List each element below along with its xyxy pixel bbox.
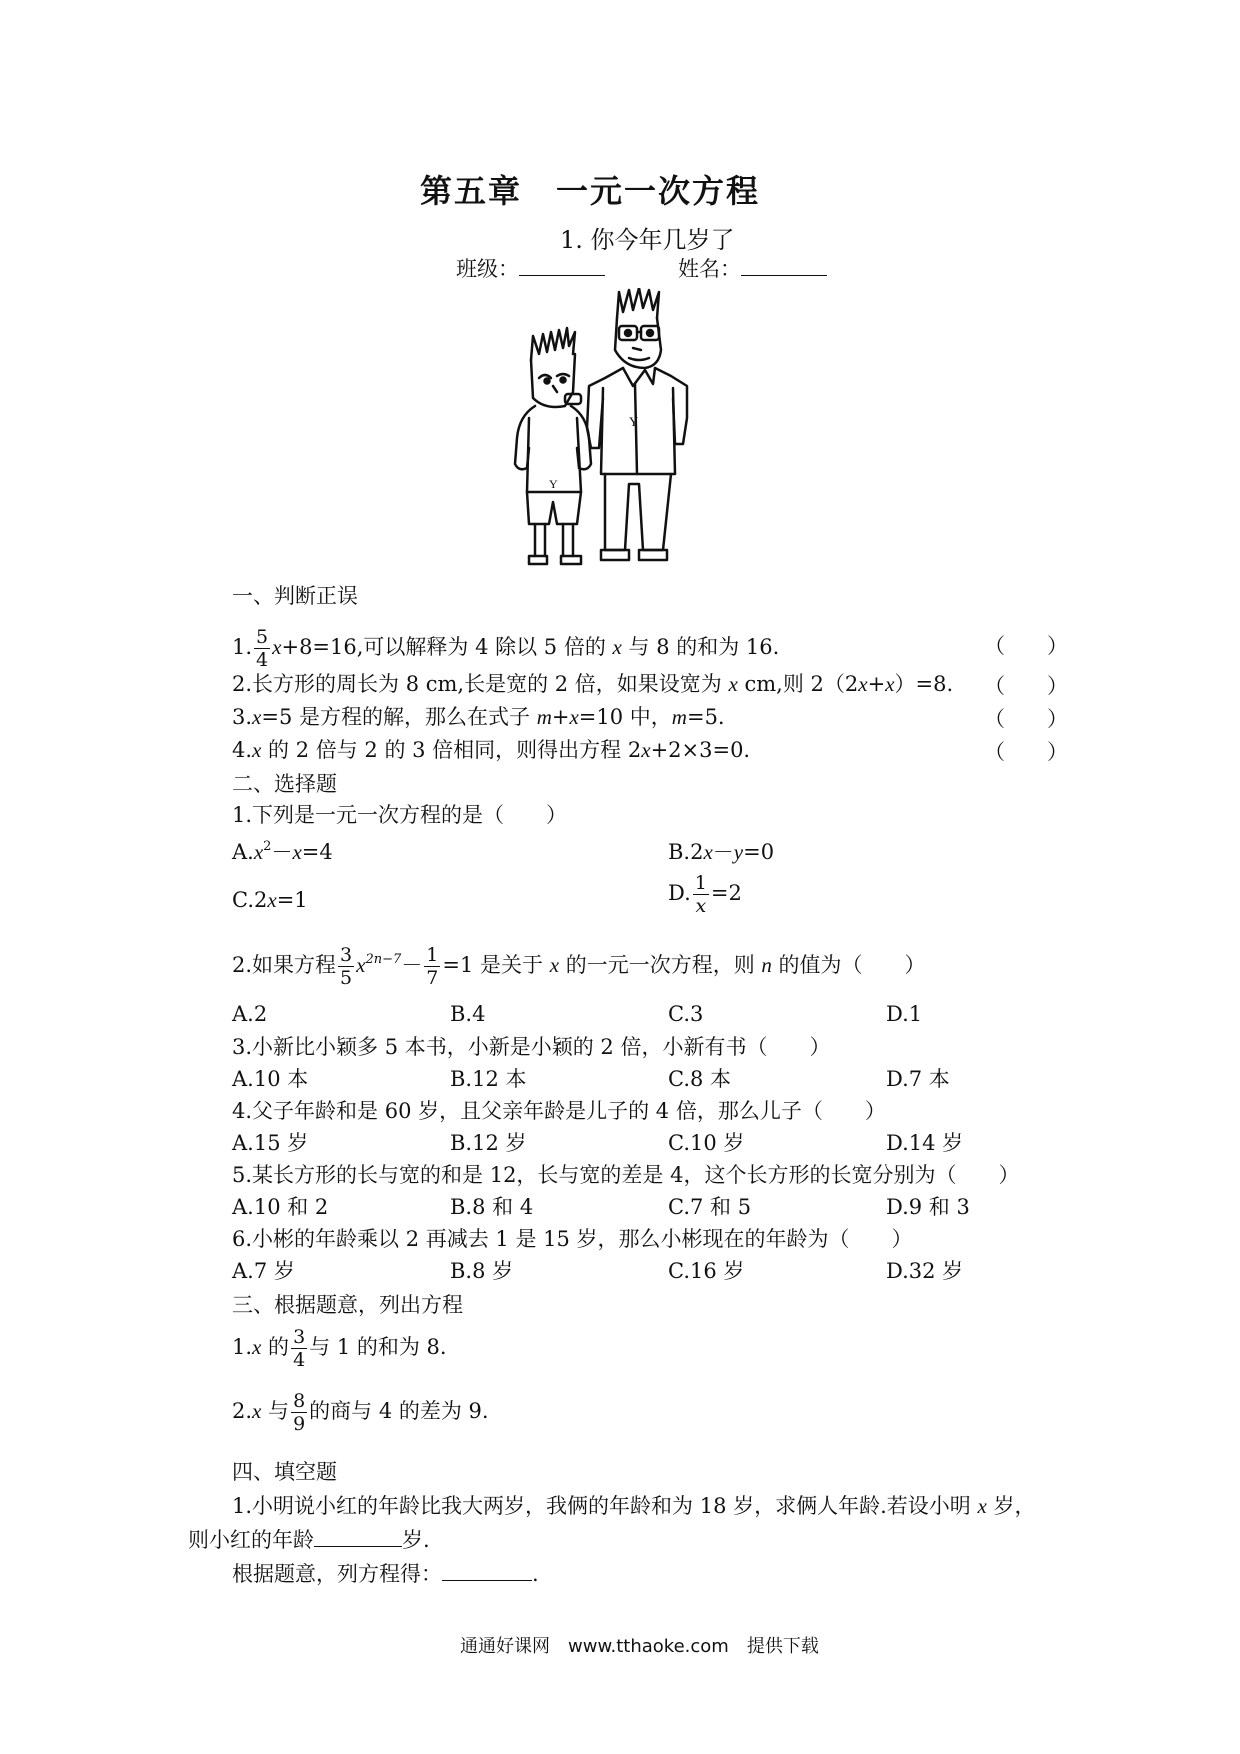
q2-mid: 与 bbox=[261, 1399, 290, 1423]
var-x: x bbox=[272, 635, 282, 659]
var-x: x bbox=[292, 840, 302, 864]
section1-q1 bbox=[232, 626, 779, 671]
fraction-5-4 bbox=[254, 626, 270, 671]
q2-tail: 的值为（ ） bbox=[771, 953, 926, 977]
option-tail: =4 bbox=[301, 840, 333, 864]
plus: + bbox=[867, 672, 886, 696]
q3-option-d: D.7 本 bbox=[886, 1067, 950, 1091]
section2-q5-stem: 5.某长方形的长与宽的和是 12，长与宽的差是 4，这个长方形的长宽分别为（ ） bbox=[232, 1163, 1020, 1187]
q2-text: 2.如果方程 bbox=[232, 953, 337, 977]
q1-option-c bbox=[232, 886, 308, 914]
q1-number: 1. bbox=[232, 1335, 253, 1359]
section2-q6-stem: 6.小彬的年龄乘以 2 再减去 1 是 15 岁，那么小彬现在的年龄为（ ） bbox=[232, 1227, 913, 1251]
footer-credit: 通通好课网 www.tthaoke.com 提供下载 bbox=[460, 1636, 819, 1657]
name-blank bbox=[741, 275, 827, 276]
q1-line3-tail: . bbox=[532, 1562, 539, 1586]
q6-option-b: B.8 岁 bbox=[450, 1259, 514, 1283]
q1-tail: 与 8 的和为 16. bbox=[621, 635, 780, 659]
cartoon-boy-and-man bbox=[505, 288, 775, 570]
q1-text: +8=16,可以解释为 4 除以 5 倍的 bbox=[281, 635, 613, 659]
minus: － bbox=[401, 953, 423, 977]
option-letter: D. bbox=[668, 881, 691, 905]
q5-option-c: C.7 和 5 bbox=[668, 1195, 752, 1219]
fraction-3-5 bbox=[338, 944, 354, 989]
section2-heading: 二、选择题 bbox=[232, 772, 337, 796]
q1-option-d bbox=[668, 872, 742, 917]
section1-q3 bbox=[232, 703, 725, 731]
q3-option-c: C.8 本 bbox=[668, 1067, 732, 1091]
section2-q1-stem: 1.下列是一元一次方程的是（ ） bbox=[232, 803, 568, 827]
frac-den: 7 bbox=[426, 967, 439, 989]
q1-number: 1. bbox=[232, 635, 253, 659]
class-field bbox=[456, 255, 605, 283]
man-shirt-letter: Y bbox=[629, 414, 639, 429]
var-x: x bbox=[569, 705, 579, 729]
answer-paren: （ ） bbox=[984, 740, 1068, 764]
q2-tail: ）=8. bbox=[894, 672, 954, 696]
section2-q3-stem: 3.小新比小颖多 5 本书，小新是小颖的 2 倍，小新有书（ ） bbox=[232, 1035, 831, 1059]
frac-den: x bbox=[695, 895, 707, 917]
frac-num: 3 bbox=[293, 1326, 306, 1348]
boy-shirt-letter: Y bbox=[549, 477, 558, 491]
section3-q1 bbox=[232, 1326, 447, 1371]
q1-mid: 的 bbox=[261, 1335, 290, 1359]
var-x: x bbox=[703, 840, 713, 864]
section1-heading: 一、判断正误 bbox=[232, 584, 358, 608]
q1-tail: 岁， bbox=[986, 1494, 1036, 1518]
q5-option-d: D.9 和 3 bbox=[886, 1195, 970, 1219]
q2-option-a: A.2 bbox=[232, 1002, 268, 1026]
class-label: 班级： bbox=[456, 257, 519, 281]
q2-option-d: D.1 bbox=[886, 1002, 923, 1026]
fraction-3-4 bbox=[291, 1326, 307, 1371]
section4-q1-line1 bbox=[232, 1492, 1035, 1520]
answer-blank bbox=[314, 1546, 402, 1547]
var-x: x bbox=[641, 738, 651, 762]
q2-mid2: 的一元一次方程，则 bbox=[559, 953, 762, 977]
q2-option-c: C.3 bbox=[668, 1002, 704, 1026]
frac-den: 4 bbox=[293, 1349, 306, 1371]
option-letter: B.2 bbox=[668, 840, 704, 864]
frac-num: 1 bbox=[426, 944, 439, 966]
q2-mid: cm,则 2（2 bbox=[737, 672, 859, 696]
q3-option-a: A.10 本 bbox=[232, 1067, 309, 1091]
q1-option-a bbox=[232, 838, 333, 866]
var-x: x bbox=[267, 888, 277, 912]
section4-heading: 四、填空题 bbox=[232, 1460, 337, 1484]
q3-mid: =10 中， bbox=[578, 705, 672, 729]
var-x: x bbox=[253, 840, 264, 864]
var-x: x bbox=[252, 705, 262, 729]
q6-option-d: D.32 岁 bbox=[886, 1259, 964, 1283]
q4-option-b: B.12 岁 bbox=[450, 1131, 527, 1155]
name-field bbox=[678, 255, 827, 283]
fraction-1-x bbox=[693, 872, 709, 917]
q3-text: =5 是方程的解，那么在式子 bbox=[261, 705, 537, 729]
fraction-8-9 bbox=[291, 1390, 307, 1435]
var-x: x bbox=[885, 672, 895, 696]
answer-paren: （ ） bbox=[984, 674, 1068, 698]
answer-paren: （ ） bbox=[984, 707, 1068, 731]
frac-den: 9 bbox=[293, 1413, 306, 1435]
class-blank bbox=[519, 275, 605, 276]
frac-den: 4 bbox=[256, 649, 269, 671]
q5-option-a: A.10 和 2 bbox=[232, 1195, 329, 1219]
section1-q2 bbox=[232, 670, 953, 698]
q6-option-a: A.7 岁 bbox=[232, 1259, 295, 1283]
q1-line2-tail: 岁. bbox=[402, 1528, 430, 1552]
q2-text: 2.长方形的周长为 8 cm,长是宽的 2 倍，如果设宽为 bbox=[232, 672, 729, 696]
equation-blank bbox=[442, 1580, 532, 1581]
q3-tail: =5. bbox=[686, 705, 725, 729]
minus: － bbox=[712, 840, 734, 864]
var-x: x bbox=[612, 635, 622, 659]
var-x: x bbox=[728, 672, 738, 696]
q4-text: 的 2 倍与 2 的 3 倍相同，则得出方程 2 bbox=[261, 738, 642, 762]
q3-number: 3. bbox=[232, 705, 253, 729]
var-n: n bbox=[761, 953, 772, 977]
q4-option-a: A.15 岁 bbox=[232, 1131, 309, 1155]
section3-heading: 三、根据题意，列出方程 bbox=[232, 1293, 463, 1317]
var-x: x bbox=[252, 738, 262, 762]
section4-q1-line2 bbox=[188, 1526, 430, 1554]
var-x: x bbox=[977, 1494, 987, 1518]
q5-option-b: B.8 和 4 bbox=[450, 1195, 534, 1219]
q2-number: 2. bbox=[232, 1399, 253, 1423]
option-letter: C.2 bbox=[232, 888, 268, 912]
var-x: x bbox=[356, 953, 366, 977]
var-m: m bbox=[536, 705, 552, 729]
q2-mid: =1 是关于 bbox=[442, 953, 550, 977]
exponent: 2 bbox=[263, 839, 272, 854]
q4-number: 4. bbox=[232, 738, 253, 762]
var-x: x bbox=[549, 953, 560, 977]
q1-line3-text: 根据题意，列方程得： bbox=[232, 1562, 442, 1586]
q1-tail: 与 1 的和为 8. bbox=[309, 1335, 447, 1359]
name-label: 姓名： bbox=[678, 257, 741, 281]
fraction-1-7 bbox=[424, 944, 440, 989]
q1-line2-text: 则小红的年龄 bbox=[188, 1528, 314, 1552]
lesson-title: 1. 你今年几岁了 bbox=[560, 226, 735, 254]
exponent: 2n−7 bbox=[365, 952, 402, 967]
var-x: x bbox=[252, 1399, 262, 1423]
minus: － bbox=[271, 840, 293, 864]
section1-q4 bbox=[232, 736, 750, 764]
frac-num: 8 bbox=[293, 1390, 306, 1412]
option-tail: =2 bbox=[710, 881, 742, 905]
section3-q2 bbox=[232, 1390, 489, 1435]
var-x: x bbox=[858, 672, 868, 696]
q4-option-d: D.14 岁 bbox=[886, 1131, 964, 1155]
option-tail: =0 bbox=[743, 840, 775, 864]
frac-den: 5 bbox=[340, 967, 353, 989]
var-m: m bbox=[671, 705, 687, 729]
q2-option-b: B.4 bbox=[450, 1002, 486, 1026]
chapter-title: 第五章 一元一次方程 bbox=[420, 172, 761, 210]
var-x: x bbox=[252, 1335, 262, 1359]
plus: + bbox=[551, 705, 570, 729]
section2-q2-stem bbox=[232, 944, 926, 989]
q1-option-b bbox=[668, 838, 774, 866]
q3-option-b: B.12 本 bbox=[450, 1067, 527, 1091]
option-letter: A. bbox=[232, 840, 254, 864]
option-tail: =1 bbox=[276, 888, 308, 912]
section4-q1-line3 bbox=[232, 1560, 539, 1588]
q4-option-c: C.10 岁 bbox=[668, 1131, 745, 1155]
q2-tail: 的商与 4 的差为 9. bbox=[309, 1399, 489, 1423]
q6-option-c: C.16 岁 bbox=[668, 1259, 745, 1283]
frac-num: 1 bbox=[694, 872, 707, 894]
frac-num: 5 bbox=[256, 626, 269, 648]
frac-num: 3 bbox=[340, 944, 353, 966]
section2-q4-stem: 4.父子年龄和是 60 岁，且父亲年龄是儿子的 4 倍，那么儿子（ ） bbox=[232, 1099, 886, 1123]
answer-paren: （ ） bbox=[984, 634, 1068, 658]
q1-text: 1.小明说小红的年龄比我大两岁，我俩的年龄和为 18 岁，求俩人年龄.若设小明 bbox=[232, 1494, 978, 1518]
var-y: y bbox=[733, 840, 744, 864]
q4-tail: +2×3=0. bbox=[650, 738, 751, 762]
